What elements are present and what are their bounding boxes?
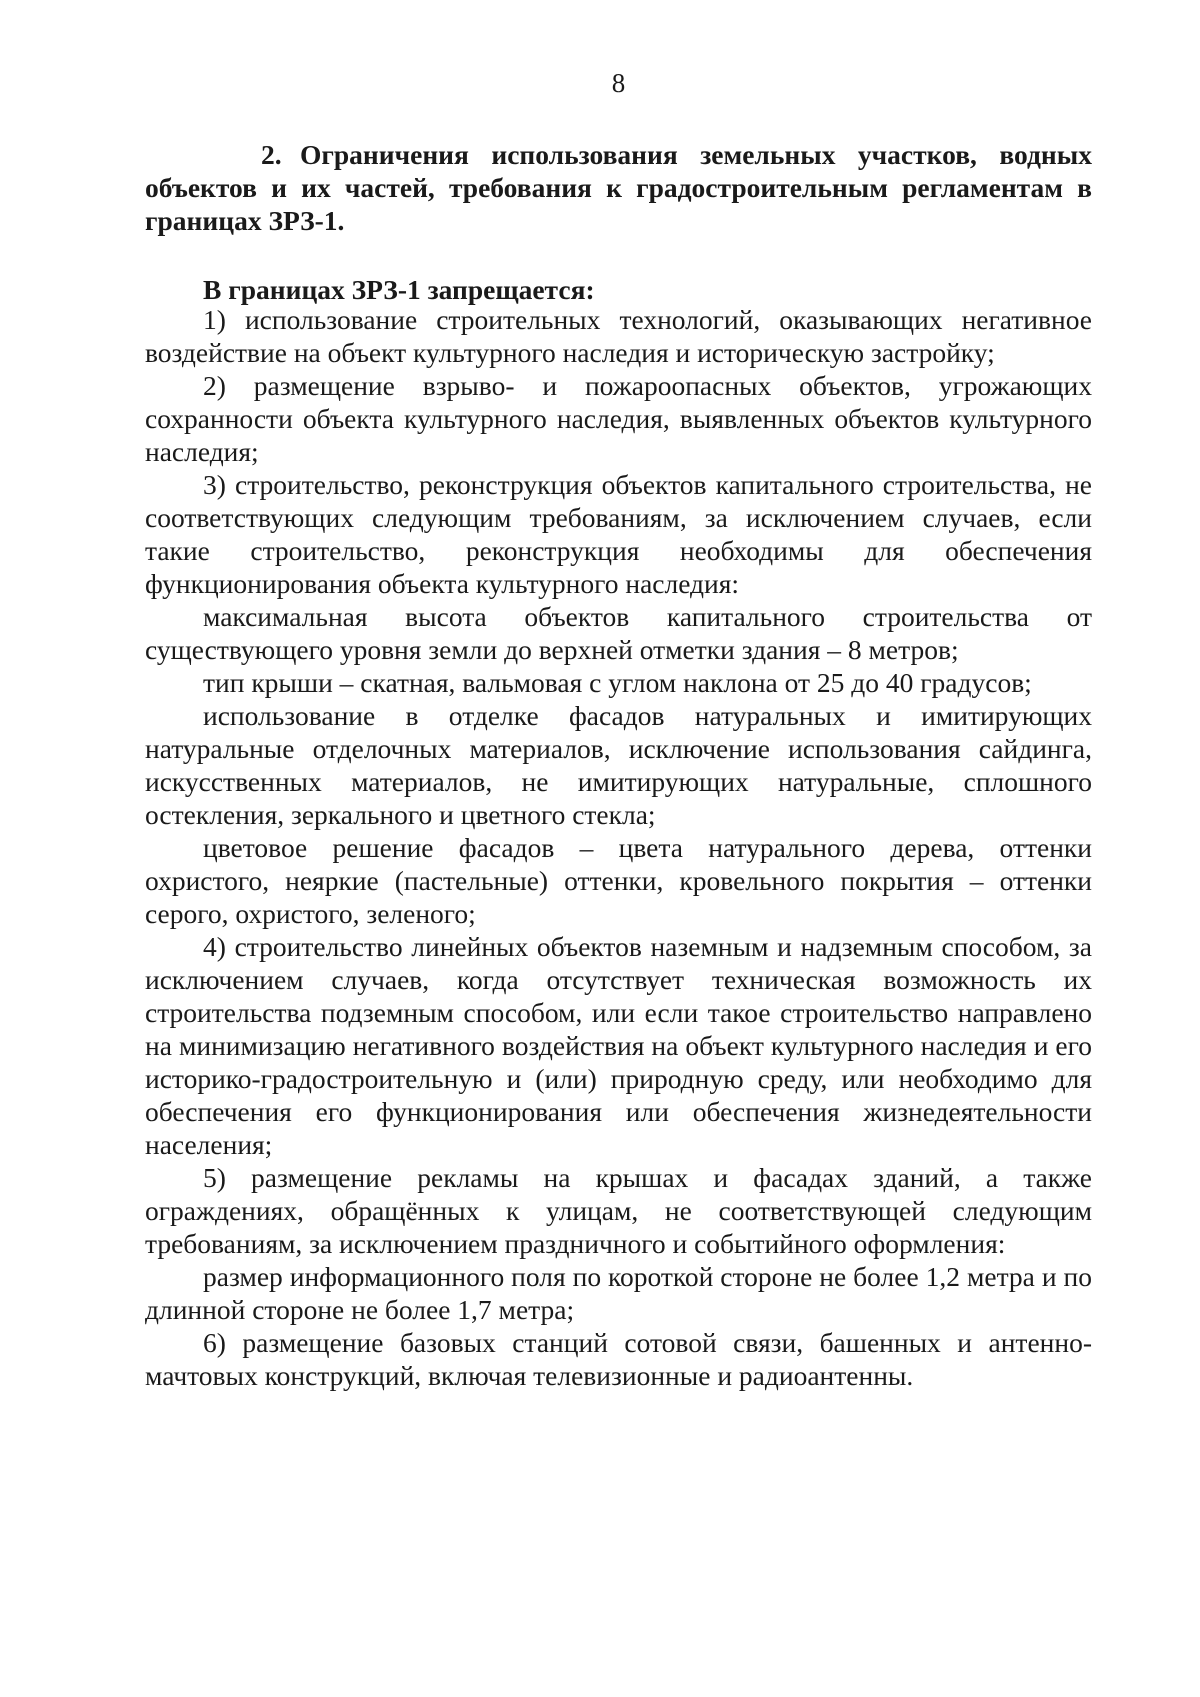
section-title: Ограничения использования земельных участков, водных объектов и их частей, требования к градостроительным регламентам в границах ЗРЗ-1. (145, 139, 1092, 236)
paragraph-item-4: 4) строительство линейных объектов наземным и надземным способом, за исключением случаев, когда отсутствует техническая возможность их строительства подземным способом, или если такое строительство направлено на минимизацию негативного воздействия на объект культурного наследия и его историко-градостроительную и (или) природную среду, или необходимо для обеспечения его функционирования или обеспечения жизнедеятельности населения; (145, 931, 1092, 1160)
prohibitions-list (145, 303, 1092, 1392)
paragraph-item-1: 1) использование строительных технологий, оказывающих негативное воздействие на объект культурного наследия и историческую застройку; (145, 304, 1092, 368)
paragraph-item-6: 6) размещение базовых станций сотовой связи, башенных и антенно-мачтовых конструкций, включая телевизионные и радиоантенны. (145, 1327, 1092, 1391)
paragraph-ad-size: размер информационного поля по короткой стороне не более 1,2 метра и по длинной стороне не более 1,7 метра; (145, 1261, 1092, 1325)
page-number: 8 (611, 68, 626, 98)
paragraph-facade-colors: цветовое решение фасадов – цвета натурального дерева, оттенки охристого, неяркие (пастельные) оттенки, кровельного покрытия – оттенки серого, охристого, зеленого; (145, 832, 1092, 929)
paragraph-facade-materials: использование в отделке фасадов натуральных и имитирующих натуральные отделочных материалов, исключение использования сайдинга, искусственных материалов, не имитирующих натуральные, сплошного остекления, зеркального и цветного стекла; (145, 700, 1092, 830)
paragraph-item-3: 3) строительство, реконструкция объектов капитального строительства, не соответствующих следующим требованиям, за исключением случаев, если такие строительство, реконструкция необходимы для обеспечения функционирования объекта культурного наследия: (145, 469, 1092, 599)
section-number: 2. (261, 139, 282, 170)
paragraph-item-2: 2) размещение взрыво- и пожароопасных объектов, угрожающих сохранности объекта культурного наследия, выявленных объектов культурного наследия; (145, 370, 1092, 467)
section-heading (145, 138, 1092, 237)
paragraph-roof-type: тип крыши – скатная, вальмовая с углом наклона от 25 до 40 градусов; (203, 667, 1032, 698)
paragraph-max-height: максимальная высота объектов капитального строительства от существующего уровня земли до верхней отметки здания – 8 метров; (145, 601, 1092, 665)
prohibitions-subheading: В границах ЗРЗ-1 запрещается: (203, 274, 595, 305)
paragraph-item-5: 5) размещение рекламы на крышах и фасадах зданий, а также ограждениях, обращённых к улицам, не соответствующей следующим требованиям, за исключением праздничного и событийного оформления: (145, 1162, 1092, 1259)
